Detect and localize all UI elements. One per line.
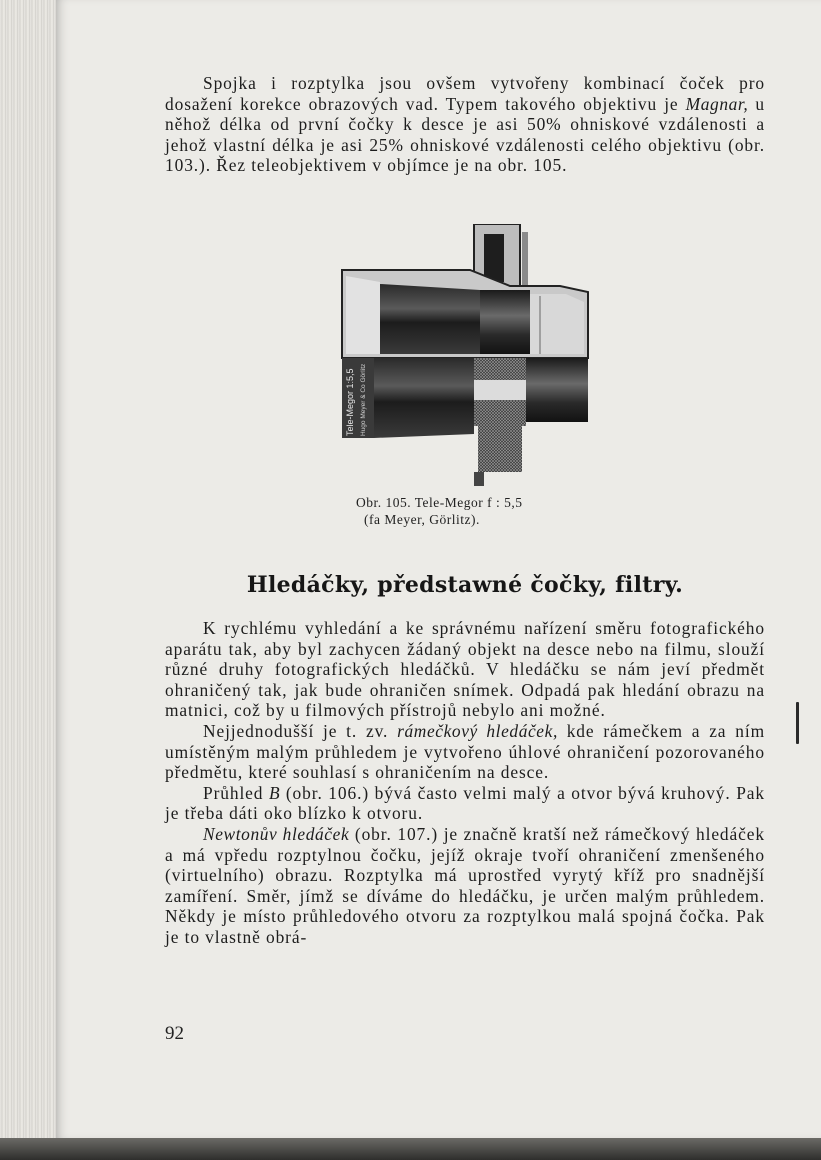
intro-paragraph: Spojka i rozptylka jsou ovšem vytvořeny kombinací čoček pro dosažení korekce obrazových vad. Typem takového objektivu je Magnar, u něhož délka od první čočky k desce je asi 50% ohniskové vzdálenosti a jehož vlastní délka je asi 25% ohniskové vzdálenosti celého objektivu (obr. 103.). Řez teleobjektivem v objímce je na obr. 105. — [165, 73, 766, 176]
tele-megor-lens-figure — [340, 224, 590, 488]
paragraph-viewfinder-intro: K rychlému vyhledání a ke správnému nařízení směru fotografického aparátu tak, aby byl zachycen žádaný objekt na desce nebo na filmu, slouží různé druhy fotografických hledáčků. V hledáčku se nám jeví předmět ohraničený tak, jak bude ohraničen snímek. Odpadá pak hledání obrazu na matnici, což by u filmových přístrojů nebylo ani možné. — [165, 618, 765, 721]
lens-engraving-1: Tele-Megor 1:5,5 — [345, 368, 355, 436]
book-page-edges — [0, 0, 62, 1160]
paragraph-peephole: Průhled B (obr. 106.) bývá často velmi malý a otvor bývá kruhový. Pak je třeba dáti oko blízko k otvoru. — [165, 782, 765, 824]
scan-bottom-shadow — [0, 1138, 821, 1160]
caption-line-2: (fa Meyer, Görlitz). — [364, 512, 480, 527]
peephole-term: B — [269, 782, 281, 803]
section-heading: Hledáčky, předstawné čočky, filtry. — [246, 572, 684, 598]
paragraph-frame-viewfinder: Nejjednodušší je t. zv. rámečkový hledáček, kde rámečkem a za ním umístěným malým průhledem je vytvořeno úhlové ohraničení pozorovaného předmětu, které souhlasí s ohraničením na desce. — [165, 720, 765, 783]
section-body — [165, 618, 765, 948]
margin-pencil-mark — [796, 702, 799, 744]
magnar-term: Magnar, — [685, 93, 749, 114]
frame-viewfinder-term: rámečkový hledáček, — [397, 720, 558, 741]
lens-engraving-2: Hugo Meyer & Co Görlitz — [360, 363, 367, 436]
page-number: 92 — [165, 1023, 184, 1044]
caption-line-1: Obr. 105. Tele-Megor f : 5,5 — [356, 495, 523, 510]
newton-viewfinder-term: Newtonův hledáček — [203, 823, 350, 844]
figure-caption — [340, 494, 600, 528]
paragraph-newton-viewfinder: Newtonův hledáček (obr. 107.) je značně kratší než rámečkový hledáček a má vpředu rozptylnou čočku, jejíž okraje tvoří ohraničení zmenšeného (virtuelního) obrazu. Rozptylka má uprostřed vyrytý kříž pro snadnější zamíření. Směr, jímž se díváme do hledáčku, je určen malým průhledem. Někdy je místo průhledového otvoru za rozptylkou malá spojná čočka. Pak je to vlastně obrá- — [165, 823, 765, 947]
